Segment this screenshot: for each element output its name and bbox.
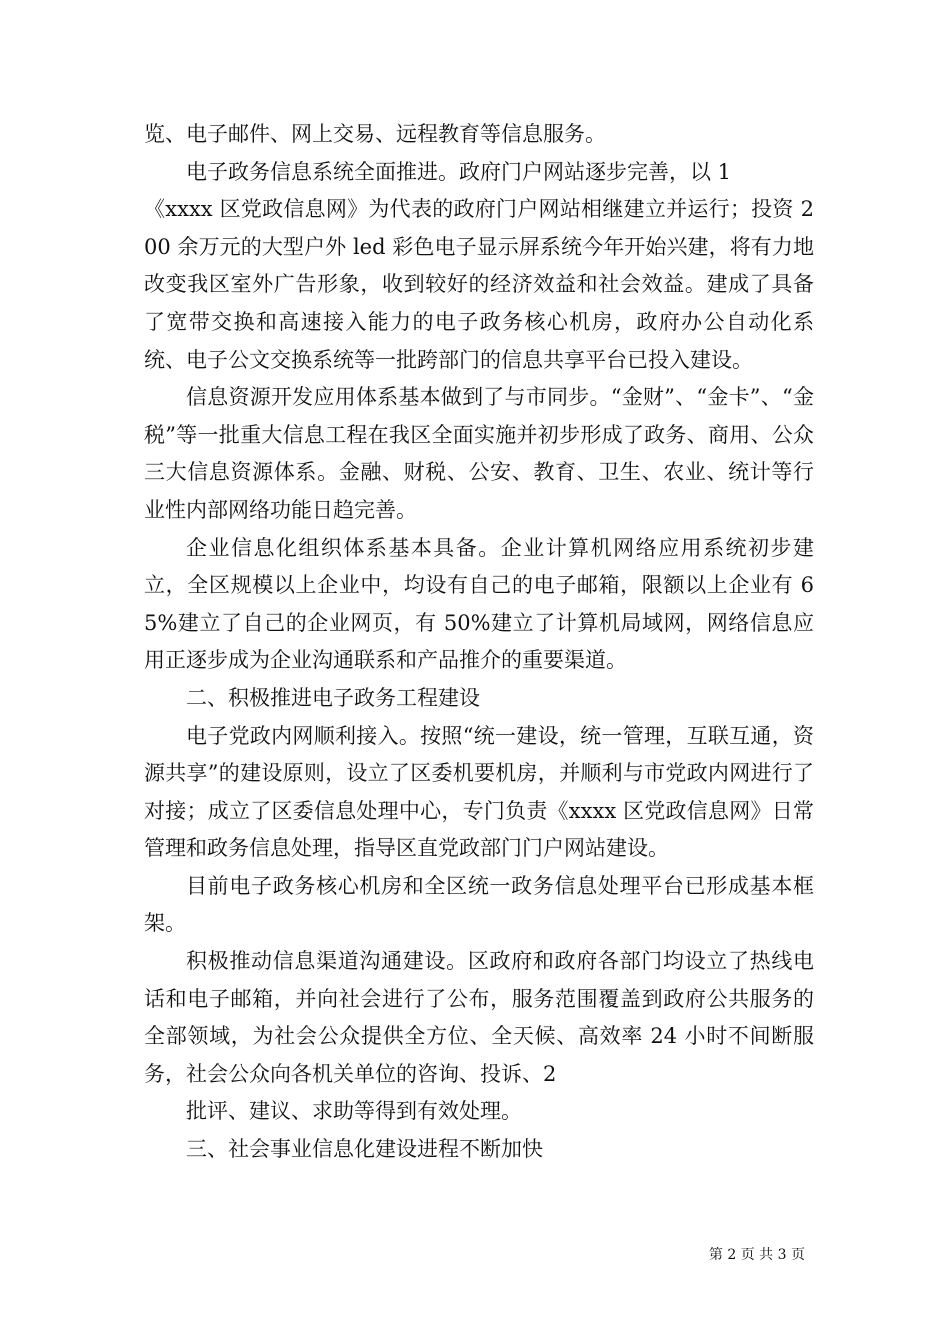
document-body [144,116,814,1169]
paragraph-9: 批评、建议、求助等得到有效处理。 [186,1099,522,1124]
paragraph-3: 《xxxx 区党政信息网》为代表的政府门户网站相继建立并运行；投资 200 余万元的大型户外 led 彩色电子显示屏系统今年开始兴建，将有力地改变我区室外广告形象，收到较好的经济效益和社会效益。建成了具备了宽带交换和高速接入能力的电子政务核心机房，政府办公自动化系统、电子公文交换系统等一批跨部门的信息共享平台已投入建设。 [144,197,814,372]
paragraph-5: 企业信息化组织体系基本具备。企业计算机网络应用系统初步建立，全区规模以上企业中，均设有自己的电子邮箱，限额以上企业有 65%建立了自己的企业网页，有 50%建立了计算机局域网，网络信息应用正逐步成为企业沟通联系和产品推介的重要渠道。 [144,535,814,673]
paragraph-2: 电子政务信息系统全面推进。政府门户网站逐步完善，以 1 [186,159,732,184]
section-heading-3: 三、社会事业信息化建设进程不断加快 [186,1137,543,1162]
paragraph-8: 积极推动信息渠道沟通建设。区政府和政府各部门均设立了热线电话和电子邮箱，并向社会进行了公布，服务范围覆盖到政府公共服务的全部领域，为社会公众提供全方位、全天候、高效率 24 小时不间断服务，社会公众向各机关单位的咨询、投诉、2 [144,949,814,1086]
paragraph-6: 电子党政内网顺利接入。按照“统一建设，统一管理，互联互通，资源共享”的建设原则，设立了区委机要机房，并顺利与市党政内网进行了对接；成立了区委信息处理中心，专门负责《xxxx 区党政信息网》日常管理和政务信息处理，指导区直党政部门门户网站建设。 [144,723,814,861]
section-heading-2: 二、积极推进电子政务工程建设 [186,685,480,710]
paragraph-7: 目前电子政务核心机房和全区统一政务信息处理平台已形成基本框架。 [144,873,814,936]
page-number: 第 2 页 共 3 页 [708,1247,805,1263]
paragraph-4: 信息资源开发应用体系基本做到了与市同步。“金财”、“金卡”、“金税”等一批重大信息工程在我区全面实施并初步形成了政务、商用、公众三大信息资源体系。金融、财税、公安、教育、卫生、农业、统计等行业性内部网络功能日趋完善。 [144,385,814,522]
paragraph-1: 览、电子邮件、网上交易、远程教育等信息服务。 [144,122,606,146]
